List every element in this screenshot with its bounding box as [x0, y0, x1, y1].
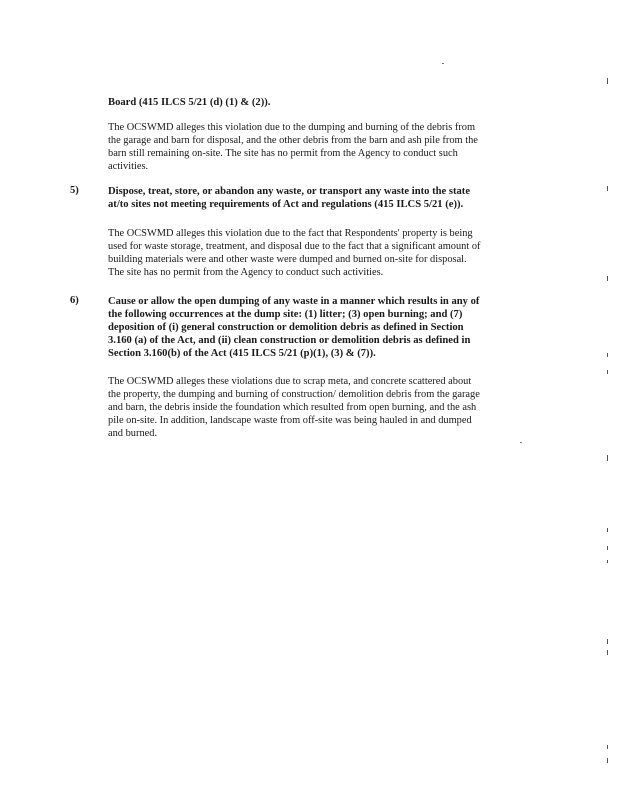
- text-line: The OCSWMD alleges this violation due to the fact that Respondents' property is being: [108, 228, 473, 239]
- item-number: 5): [70, 185, 79, 196]
- intro-line: Board (415 ILCS 5/21 (d) (1) & (2)).: [108, 97, 271, 108]
- scan-mark: [607, 78, 608, 84]
- scan-mark: [607, 276, 608, 281]
- item-heading-line: Dispose, treat, store, or abandon any waste, or transport any waste into the state: [108, 186, 471, 197]
- scan-mark: [607, 353, 608, 357]
- text-line: and burned.: [108, 428, 158, 439]
- text-line: the garage and barn for disposal, and the other debris from the barn and ash pile from the: [108, 135, 478, 146]
- item-heading-line: Section 3.160(b) of the Act (415 ILCS 5/21 (p)(1), (3) & (7)).: [108, 348, 376, 359]
- scan-mark: [607, 560, 608, 563]
- scan-mark: [607, 745, 608, 749]
- item-heading-line: Cause or allow the open dumping of any waste in a manner which results in any of: [108, 296, 480, 307]
- scan-mark: [607, 370, 608, 374]
- item-heading-line: at/to sites not meeting requirements of Act and regulations (415 ILCS 5/21 (e)).: [108, 199, 464, 210]
- text-line: pile on-site. In addition, landscape waste from off-site was being hauled in and dumped: [108, 415, 472, 426]
- scan-speck: [442, 63, 444, 64]
- scan-mark: [607, 546, 608, 550]
- scan-mark: [607, 639, 608, 644]
- text-line: barn still remaining on-site. The site has no permit from the Agency to conduct such: [108, 148, 458, 159]
- scan-mark: [607, 186, 608, 191]
- item-number: 6): [70, 295, 79, 306]
- text-line: The OCSWMD alleges this violation due to the dumping and burning of the debris from: [108, 122, 476, 133]
- text-line: The site has no permit from the Agency to conduct such activities.: [108, 267, 384, 278]
- scan-mark: [607, 455, 608, 461]
- text-line: the property, the dumping and burning of construction/ demolition debris from the garage: [108, 389, 480, 400]
- item-heading-line: deposition of (i) general construction or demolition debris as defined in Section: [108, 322, 464, 333]
- item-heading-line: the following occurrences at the dump site: (1) litter; (3) open burning; and (7): [108, 309, 463, 320]
- text-line: and barn, the debris inside the foundation which resulted from open burning, and the ash: [108, 402, 477, 413]
- text-line: The OCSWMD alleges these violations due to scrap meta, and concrete scattered about: [108, 376, 472, 387]
- text-line: used for waste storage, treatment, and disposal due to the fact that a significant amount of: [108, 241, 481, 252]
- scan-mark: [607, 650, 608, 655]
- item-heading-line: 3.160 (a) of the Act, and (ii) clean construction or demolition debris as defined in: [108, 335, 471, 346]
- scan-speck: [520, 442, 522, 443]
- text-line: building materials were and other waste were dumped and burned on-site for disposal.: [108, 254, 467, 265]
- scan-mark: [607, 758, 608, 763]
- text-line: activities.: [108, 161, 149, 172]
- scan-mark: [607, 528, 608, 532]
